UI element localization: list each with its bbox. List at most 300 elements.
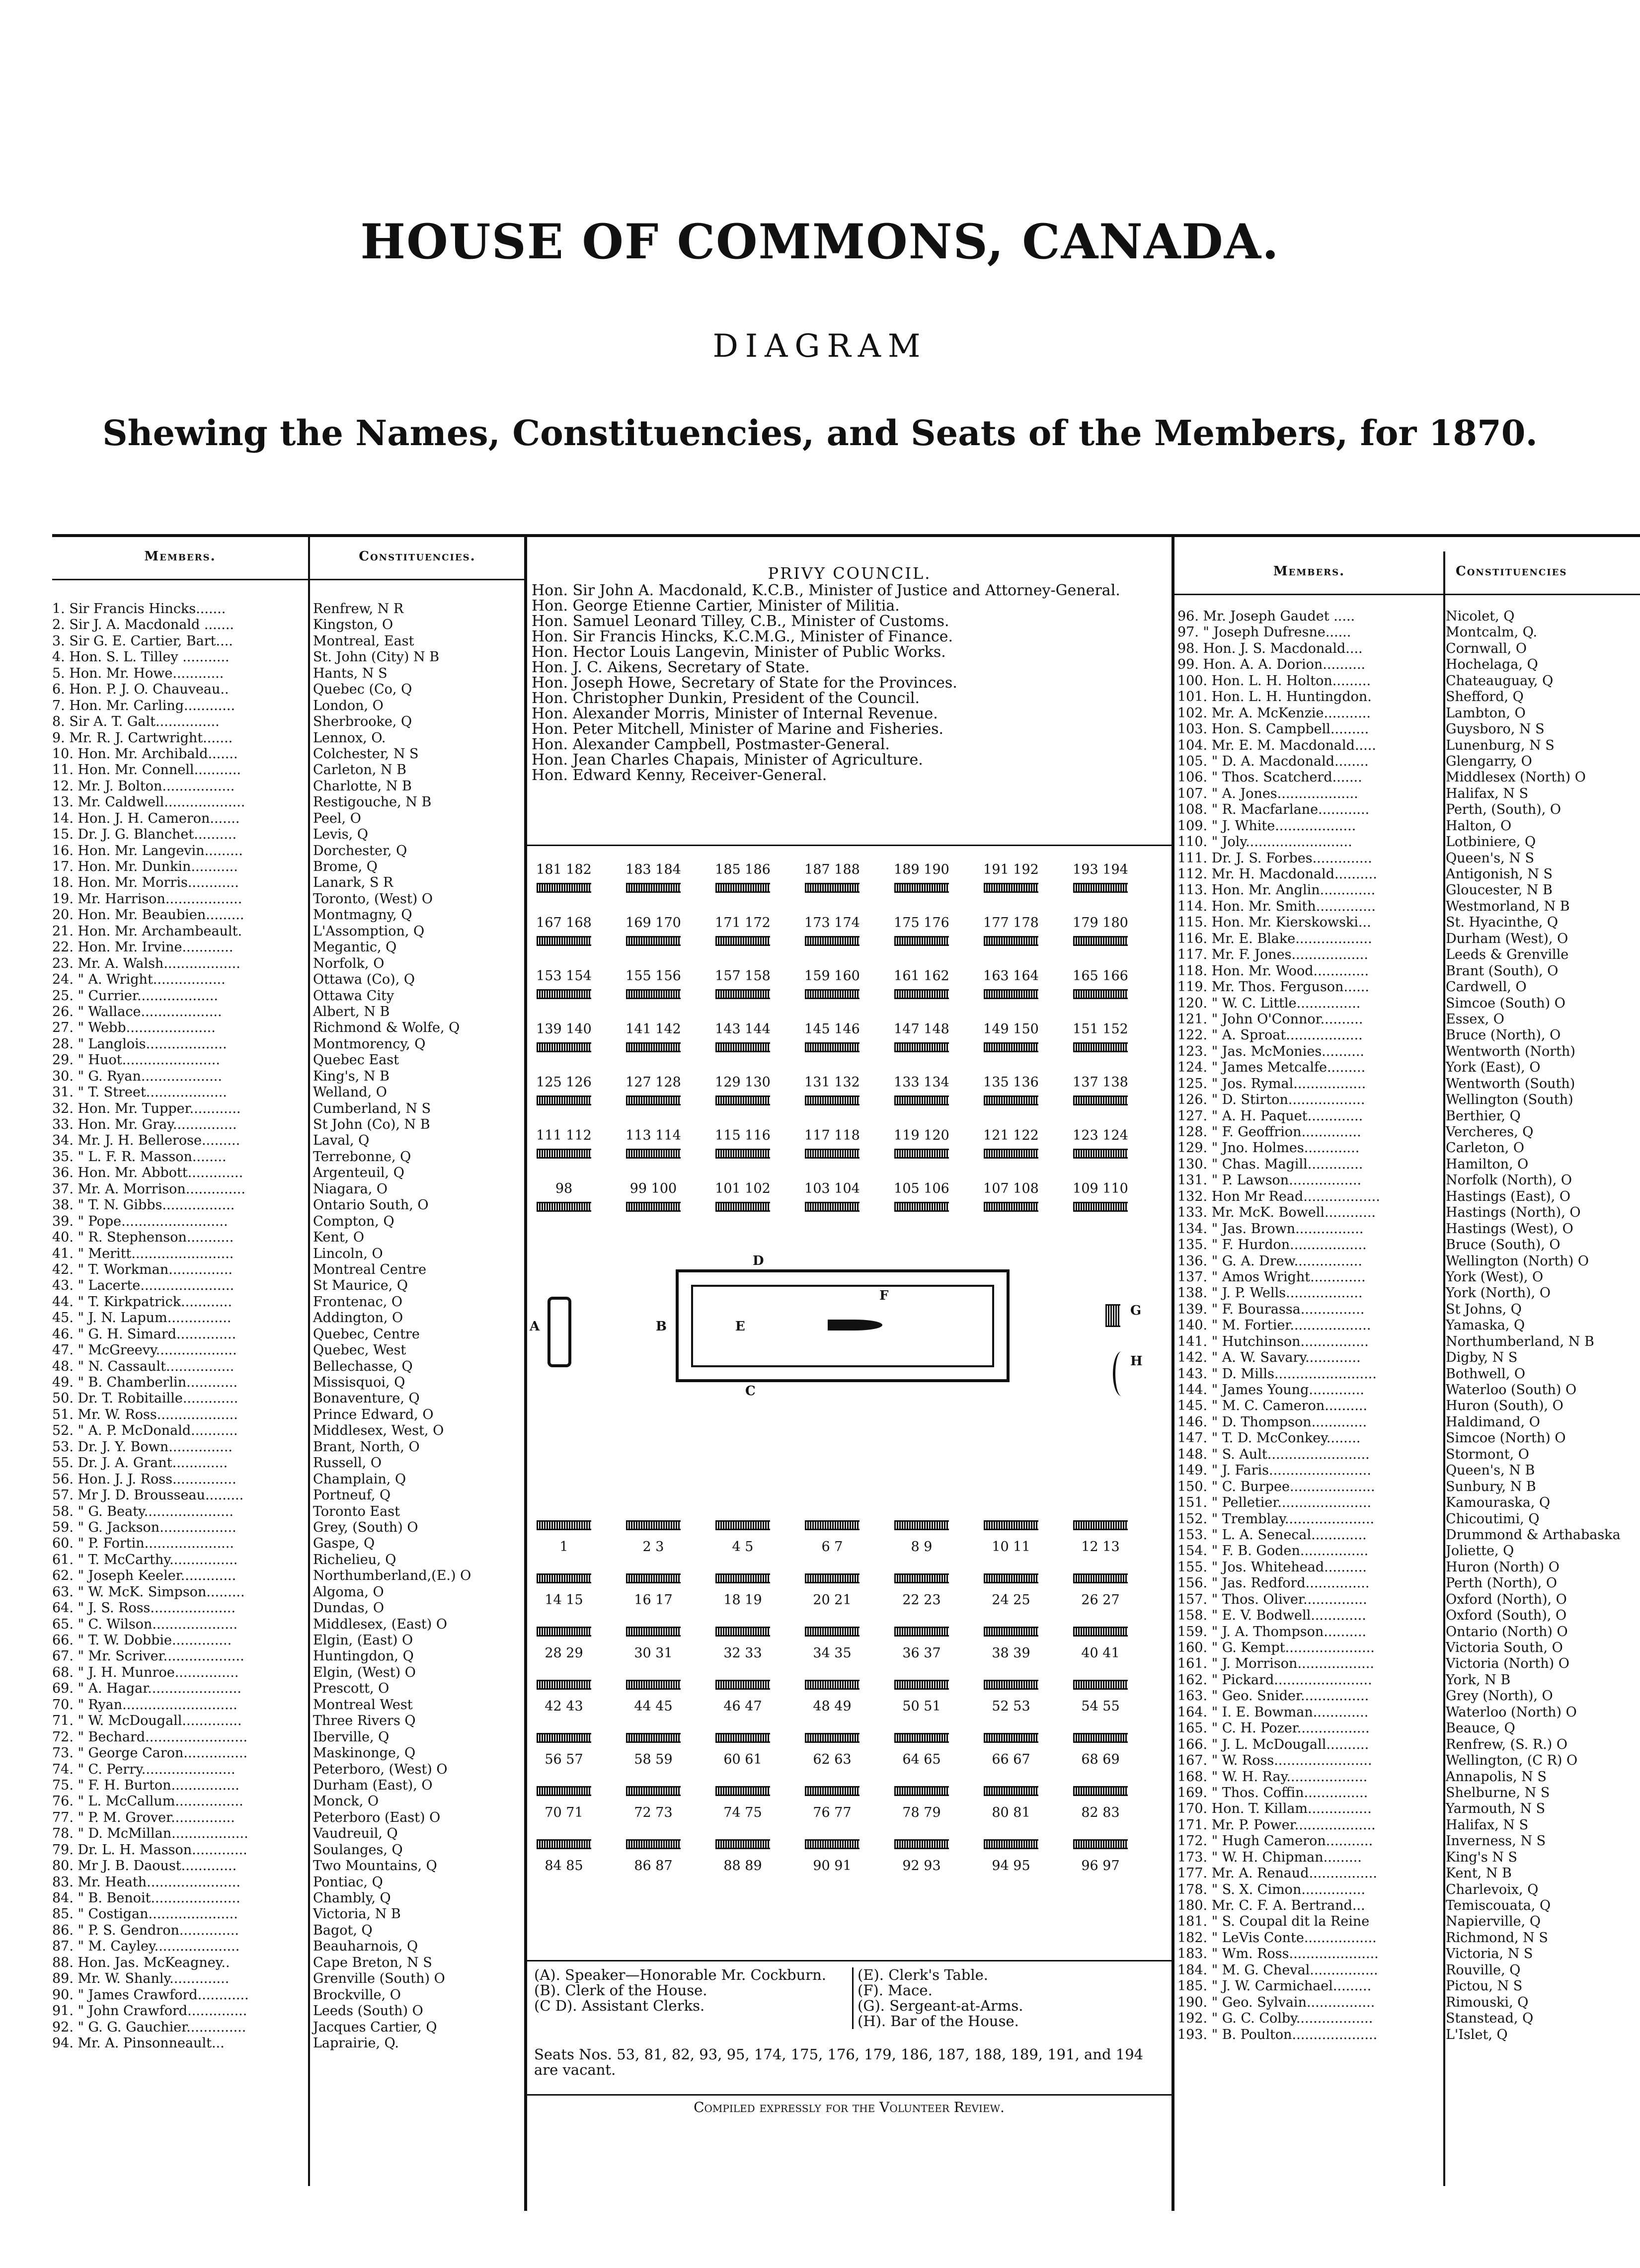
- right-member-row: [1177, 1753, 1640, 1769]
- right-member-row: [1177, 851, 1640, 866]
- member-constituency: Peterboro (East) O: [313, 1809, 441, 1825]
- right-member-row: [1177, 1237, 1640, 1253]
- left-member-row: [52, 1617, 524, 1633]
- member-constituency: Gaspe, Q: [313, 1536, 375, 1552]
- seat-number: 123 124: [1073, 1128, 1128, 1143]
- member-name: 45. " J. N. Lapum...............: [52, 1310, 232, 1326]
- right-member-row: [1177, 1898, 1640, 1914]
- left-member-row: [52, 1939, 524, 1955]
- member-name: 42. " T. Workman...............: [52, 1261, 233, 1277]
- member-constituency: Quebec East: [313, 1052, 399, 1068]
- seat-number: 161 162: [894, 968, 949, 984]
- member-constituency: Quebec, Centre: [313, 1326, 420, 1342]
- member-constituency: Northumberland,(E.) O: [313, 1568, 471, 1584]
- member-constituency: Welland, O: [313, 1085, 387, 1100]
- right-member-row: [1177, 1769, 1640, 1785]
- member-constituency: Wentworth (North): [1446, 1043, 1575, 1059]
- member-name: 131. " P. Lawson.................: [1177, 1173, 1362, 1188]
- member-name: 89. Mr. W. Shanly..............: [52, 1971, 230, 1987]
- member-name: 60. " P. Fortin.....................: [52, 1536, 234, 1552]
- left-member-row: [52, 730, 524, 746]
- member-name: 139. " F. Bourassa...............: [1177, 1301, 1365, 1317]
- member-constituency: Shefford, Q: [1446, 689, 1524, 705]
- privy-council-member: Hon. Alexander Morris, Minister of Internal Revenue.: [532, 705, 938, 722]
- seat-bench: [1073, 1627, 1128, 1637]
- seat-bench: [984, 1202, 1038, 1212]
- member-name: 56. Hon. J. J. Ross...............: [52, 1471, 236, 1487]
- left-member-row: [52, 1020, 524, 1036]
- left-member-row: [52, 1584, 524, 1600]
- seat-number: 155 156: [625, 968, 681, 984]
- right-member-row: [1177, 947, 1640, 963]
- member-constituency: St Maurice, Q: [313, 1278, 408, 1294]
- member-name: 46. " G. H. Simard..............: [52, 1326, 236, 1342]
- member-constituency: Terrebonne, Q: [313, 1149, 411, 1165]
- member-name: 144. " James Young.............: [1177, 1382, 1365, 1398]
- clerks-table: [676, 1269, 1010, 1382]
- member-name: 5. Hon. Mr. Howe............: [52, 665, 224, 681]
- right-member-row: [1177, 1253, 1640, 1269]
- left-member-row: [52, 827, 524, 843]
- seat-bench: [1073, 1680, 1128, 1690]
- member-constituency: Chateauguay, Q: [1446, 673, 1554, 689]
- member-constituency: Leeds & Grenville: [1446, 947, 1569, 963]
- right-member-row: [1177, 1012, 1640, 1027]
- member-name: 73. " George Caron...............: [52, 1745, 248, 1761]
- legend-sergeant: (G). Sergeant-at-Arms.: [858, 1997, 1023, 2014]
- header-constituencies: Constituencies.: [359, 549, 476, 564]
- left-member-row: [52, 794, 524, 810]
- member-constituency: Carleton, N B: [313, 762, 406, 778]
- seat-number: 44 45: [634, 1699, 673, 1714]
- seat-bench: [626, 883, 681, 893]
- member-name: 178. " S. X. Cimon...............: [1177, 1881, 1366, 1897]
- member-name: 141. " Hutchinson................: [1177, 1333, 1369, 1349]
- member-constituency: Huron (North) O: [1446, 1559, 1560, 1575]
- left-member-row: [52, 939, 524, 955]
- privy-council-member: Hon. George Etienne Cartier, Minister of Militia.: [532, 597, 900, 615]
- member-name: 182. " LeVis Conte.................: [1177, 1930, 1377, 1946]
- label-c: C: [745, 1384, 756, 1399]
- left-member-row: [52, 1971, 524, 1987]
- seat-number: 187 188: [804, 862, 860, 877]
- left-member-row: [52, 1455, 524, 1471]
- page-subtitle: Shewing the Names, Constituencies, and Seats of the Members, for 1870.: [102, 412, 1538, 454]
- left-member-row: [52, 891, 524, 907]
- member-name: 34. Mr. J. H. Bellerose.........: [52, 1133, 240, 1149]
- member-name: 71. " W. McDougall..............: [52, 1713, 242, 1729]
- member-constituency: Restigouche, N B: [313, 794, 432, 810]
- seat-number: 119 120: [894, 1128, 949, 1143]
- member-constituency: Sunbury, N B: [1446, 1479, 1536, 1494]
- member-name: 103. Hon. S. Campbell.........: [1177, 721, 1369, 737]
- left-member-row: [52, 1391, 524, 1407]
- member-constituency: Bonaventure, Q: [313, 1391, 420, 1407]
- label-d: D: [753, 1253, 764, 1268]
- seat-bench: [537, 1149, 591, 1159]
- right-member-row: [1177, 1833, 1640, 1849]
- left-member-row: [52, 1214, 524, 1230]
- seat-number: 173 174: [804, 915, 860, 931]
- member-name: 142. " A. W. Savary.............: [1177, 1350, 1361, 1366]
- member-name: 69. " A. Hagar......................: [52, 1681, 241, 1697]
- member-constituency: Hamilton, O: [1446, 1156, 1529, 1172]
- left-member-row: [52, 1842, 524, 1858]
- member-name: 168. " W. H. Ray...................: [1177, 1769, 1368, 1785]
- seat-bench: [805, 1573, 859, 1583]
- right-member-row: [1177, 625, 1640, 640]
- legend-right: [852, 1967, 1171, 2029]
- member-name: 163. " Geo. Snider................: [1177, 1688, 1369, 1704]
- seat-bench: [626, 1573, 681, 1583]
- right-member-row: [1177, 1850, 1640, 1866]
- member-constituency: Pictou, N S: [1446, 1978, 1523, 1994]
- member-constituency: Wellington, (C R) O: [1446, 1753, 1578, 1769]
- seat-bench: [805, 1095, 859, 1105]
- member-name: 33. Hon. Mr. Gray...............: [52, 1117, 237, 1132]
- left-member-row: [52, 1052, 524, 1068]
- member-constituency: Antigonish, N S: [1446, 866, 1553, 882]
- member-name: 127. " A. H. Paquet.............: [1177, 1108, 1363, 1124]
- right-member-row: [1177, 1962, 1640, 1978]
- left-member-row: [52, 1101, 524, 1117]
- member-constituency: Beauharnois, Q: [313, 1939, 418, 1955]
- seat-number: 12 13: [1081, 1539, 1120, 1555]
- footer-credit: Compiled expressly for the Volunteer Review.: [694, 2099, 1005, 2115]
- seat-bench: [984, 1042, 1038, 1052]
- right-member-row: [1177, 689, 1640, 705]
- member-constituency: Addington, O: [313, 1310, 403, 1326]
- seat-bench: [984, 1520, 1038, 1530]
- member-name: 173. " W. H. Chipman.........: [1177, 1849, 1362, 1865]
- member-constituency: Vaudreuil, Q: [313, 1826, 398, 1842]
- member-constituency: Montreal West: [313, 1697, 413, 1713]
- privy-council-member: Hon. Hector Louis Langevin, Minister of Public Works.: [532, 643, 946, 661]
- privy-council-list: [532, 583, 1168, 783]
- member-name: 129. " Jno. Holmes.............: [1177, 1140, 1360, 1156]
- member-name: 136. " G. A. Drew................: [1177, 1253, 1362, 1269]
- member-constituency: Durham (West), O: [1446, 931, 1568, 946]
- left-member-row: [52, 698, 524, 714]
- seat-bench: [805, 1520, 859, 1530]
- seat-bench: [894, 936, 949, 946]
- member-name: 110. " Joly.........................: [1177, 834, 1352, 850]
- seat-number: 113 114: [625, 1128, 681, 1143]
- left-member-row: [52, 1810, 524, 1826]
- seat-number: 167 168: [536, 915, 592, 931]
- member-constituency: Compton, Q: [313, 1213, 394, 1229]
- member-name: 137. " Amos Wright.............: [1177, 1269, 1366, 1285]
- right-member-row: [1177, 657, 1640, 673]
- right-member-row: [1177, 1624, 1640, 1640]
- right-member-row: [1177, 979, 1640, 995]
- member-constituency: Brant, North, O: [313, 1439, 420, 1455]
- seat-number: 74 75: [723, 1805, 762, 1820]
- seat-bench: [715, 1627, 770, 1637]
- member-name: 101. Hon. L. H. Huntingdon.: [1177, 689, 1372, 705]
- member-name: 119. Mr. Thos. Ferguson......: [1177, 979, 1369, 995]
- member-constituency: Kamouraska, Q: [1446, 1495, 1551, 1511]
- left-member-row: [52, 1600, 524, 1616]
- member-constituency: Cape Breton, N S: [313, 1955, 432, 1970]
- member-constituency: Dorchester, Q: [313, 843, 407, 859]
- member-name: 47. " McGreevy...................: [52, 1342, 237, 1358]
- member-name: 96. Mr. Joseph Gaudet .....: [1177, 609, 1355, 624]
- member-name: 165. " C. H. Pozer.................: [1177, 1721, 1370, 1736]
- member-constituency: Two Mountains, Q: [313, 1858, 437, 1874]
- left-member-row: [52, 1745, 524, 1761]
- seat-bench: [805, 1786, 859, 1796]
- member-name: 68. " J. H. Munroe...............: [52, 1664, 239, 1680]
- member-name: 39. " Pope.........................: [52, 1213, 228, 1229]
- member-constituency: Grenville (South) O: [313, 1971, 445, 1987]
- left-member-row: [52, 811, 524, 827]
- seat-bench: [537, 1733, 591, 1743]
- member-constituency: St Johns, Q: [1446, 1301, 1522, 1317]
- right-member-row: [1177, 1866, 1640, 1881]
- seat-number: 86 87: [634, 1858, 673, 1874]
- right-member-row: [1177, 609, 1640, 625]
- seat-bench: [626, 1839, 681, 1849]
- member-name: 66. " T. W. Dobbie..............: [52, 1633, 232, 1648]
- seat-number: 103 104: [804, 1181, 860, 1196]
- seat-number: 111 112: [536, 1128, 592, 1143]
- member-constituency: Cardwell, O: [1446, 979, 1527, 995]
- right-member-row: [1177, 1608, 1640, 1624]
- member-constituency: York (West), O: [1446, 1269, 1544, 1285]
- member-constituency: Brockville, O: [313, 1987, 401, 2003]
- member-constituency: Waterloo (North) O: [1446, 1704, 1577, 1720]
- seat-bench: [537, 1095, 591, 1105]
- left-member-row: [52, 1472, 524, 1487]
- member-constituency: King's N S: [1446, 1849, 1518, 1865]
- member-constituency: Annapolis, N S: [1446, 1769, 1547, 1785]
- member-name: 128. " F. Geoffrion..............: [1177, 1124, 1361, 1140]
- legend-rule: [526, 1960, 1172, 1961]
- member-name: 62. " Joseph Keeler.............: [52, 1568, 236, 1584]
- member-name: 104. Mr. E. M. Macdonald.....: [1177, 737, 1376, 753]
- member-constituency: Grey, (South) O: [313, 1519, 418, 1535]
- member-constituency: Charlevoix, Q: [1446, 1881, 1539, 1897]
- seat-bench: [715, 1680, 770, 1690]
- right-member-row: [1177, 1108, 1640, 1124]
- right-member-row: [1177, 1382, 1640, 1398]
- member-constituency: Simcoe (South) O: [1446, 995, 1565, 1011]
- seat-bench: [715, 936, 770, 946]
- member-name: 78. " D. McMillan..................: [52, 1826, 248, 1842]
- right-member-row: [1177, 673, 1640, 689]
- left-member-row: [52, 1487, 524, 1503]
- seat-bench: [537, 936, 591, 946]
- member-constituency: King's, N B: [313, 1068, 390, 1084]
- member-name: 150. " C. Burpee....................: [1177, 1479, 1375, 1494]
- seat-bench: [984, 1680, 1038, 1690]
- seat-number: 185 186: [715, 862, 771, 877]
- left-member-row: [52, 988, 524, 1004]
- member-constituency: Ottawa (Co), Q: [313, 972, 415, 988]
- seat-bench: [537, 1627, 591, 1637]
- seat-bench: [626, 1042, 681, 1052]
- member-name: 147. " T. D. McConkey........: [1177, 1430, 1361, 1446]
- seat-bench: [626, 1202, 681, 1212]
- right-member-row: [1177, 1995, 1640, 2011]
- seat-number: 36 37: [902, 1645, 941, 1661]
- member-name: 23. Mr. A. Walsh..................: [52, 955, 240, 971]
- seat-bench: [805, 1680, 859, 1690]
- right-member-row: [1177, 866, 1640, 882]
- member-name: 48. " N. Cassault................: [52, 1358, 234, 1374]
- left-member-row: [52, 859, 524, 875]
- seat-bench: [984, 1095, 1038, 1105]
- left-member-row: [52, 1165, 524, 1181]
- seat-number: 115 116: [715, 1128, 771, 1143]
- member-name: 169. " Thos. Coffin...............: [1177, 1785, 1368, 1800]
- member-constituency: Pontiac, Q: [313, 1874, 383, 1890]
- right-member-row: [1177, 2011, 1640, 2027]
- seat-bench: [626, 936, 681, 946]
- member-constituency: Cornwall, O: [1446, 640, 1527, 656]
- member-name: 79. Dr. L. H. Masson.............: [52, 1842, 247, 1858]
- seat-number: 157 158: [715, 968, 771, 984]
- member-name: 14. Hon. J. H. Cameron.......: [52, 810, 240, 826]
- seat-number: 92 93: [902, 1858, 941, 1874]
- seat-number: 175 176: [894, 915, 949, 931]
- member-name: 109. " J. White...................: [1177, 818, 1356, 834]
- member-constituency: Waterloo (South) O: [1446, 1382, 1577, 1398]
- member-constituency: Prince Edward, O: [313, 1407, 434, 1422]
- member-name: 91. " John Crawford..............: [52, 2003, 247, 2019]
- member-name: 111. Dr. J. S. Forbes..............: [1177, 850, 1372, 866]
- seat-bench: [626, 1520, 681, 1530]
- member-constituency: Middlesex (North) O: [1446, 770, 1586, 785]
- right-member-row: [1177, 996, 1640, 1012]
- seat-bench: [1073, 989, 1128, 999]
- left-member-row: [52, 649, 524, 665]
- left-header-rule: [52, 579, 524, 580]
- seat-bench: [894, 1149, 949, 1159]
- member-name: 30. " G. Ryan...................: [52, 1068, 222, 1084]
- member-constituency: York (East), O: [1446, 1060, 1541, 1076]
- member-constituency: Argenteuil, Q: [313, 1165, 404, 1181]
- top-rule: [52, 534, 1640, 537]
- member-constituency: Perth (North), O: [1446, 1575, 1558, 1591]
- member-name: 167. " W. Ross.......................: [1177, 1753, 1372, 1769]
- member-name: 114. Hon. Mr. Smith..............: [1177, 898, 1376, 914]
- seat-bench: [1073, 1573, 1128, 1583]
- member-name: 126. " D. Stirton..................: [1177, 1092, 1365, 1108]
- right-member-row: [1177, 1430, 1640, 1446]
- right-member-row: [1177, 1414, 1640, 1430]
- left-member-row: [52, 1762, 524, 1778]
- seat-number: 143 144: [715, 1021, 771, 1037]
- member-constituency: L'Islet, Q: [1446, 2027, 1508, 2042]
- member-name: 80. Mr J. B. Daoust.............: [52, 1858, 237, 1874]
- member-constituency: Simcoe (North) O: [1446, 1430, 1566, 1446]
- seat-number: 26 27: [1081, 1592, 1120, 1608]
- seat-bench: [1073, 883, 1128, 893]
- seat-bench: [1073, 1786, 1128, 1796]
- seat-bench: [894, 1520, 949, 1530]
- right-member-row: [1177, 818, 1640, 834]
- member-name: 1. Sir Francis Hincks.......: [52, 601, 226, 617]
- right-member-row: [1177, 1285, 1640, 1301]
- seat-bench: [894, 1733, 949, 1743]
- seat-bench: [894, 1680, 949, 1690]
- member-name: 86. " P. S. Gendron..............: [52, 1922, 239, 1938]
- seat-number: 2 3: [642, 1539, 664, 1555]
- member-name: 100. Hon. L. H. Holton.........: [1177, 673, 1371, 689]
- seat-bench: [894, 1839, 949, 1849]
- seat-number: 179 180: [1073, 915, 1128, 931]
- left-member-row: [52, 1133, 524, 1149]
- right-member-row: [1177, 1817, 1640, 1833]
- member-name: 113. Hon. Mr. Anglin.............: [1177, 882, 1376, 898]
- seating-diagram: [527, 847, 1171, 1960]
- member-constituency: Lennox, O.: [313, 730, 386, 746]
- privy-council-member: Hon. Sir Francis Hincks, K.C.M.G., Minister of Finance.: [532, 628, 953, 645]
- member-constituency: Guysboro, N S: [1446, 721, 1545, 737]
- member-constituency: Victoria (North) O: [1446, 1656, 1569, 1672]
- seat-bench: [626, 989, 681, 999]
- member-constituency: Dundas, O: [313, 1600, 384, 1616]
- left-member-row: [52, 1729, 524, 1745]
- member-name: 181. " S. Coupal dit la Reine: [1177, 1914, 1370, 1930]
- seat-bench: [984, 1149, 1038, 1159]
- label-h: H: [1130, 1354, 1143, 1369]
- footer-rule: [526, 2094, 1172, 2096]
- right-member-row: [1177, 1447, 1640, 1463]
- left-member-row: [52, 1987, 524, 2003]
- seat-number: 165 166: [1073, 968, 1128, 984]
- member-name: 29. " Huot.......................: [52, 1052, 220, 1068]
- member-constituency: Grey (North), O: [1446, 1688, 1553, 1704]
- member-constituency: Ontario South, O: [313, 1197, 429, 1213]
- left-member-row: [52, 1520, 524, 1536]
- member-name: 161. " J. Morrison..................: [1177, 1656, 1374, 1672]
- seat-number: 30 31: [634, 1645, 673, 1661]
- member-name: 117. Mr. F. Jones..................: [1177, 947, 1368, 963]
- seat-number: 159 160: [804, 968, 860, 984]
- member-name: 49. " B. Chamberlin............: [52, 1375, 238, 1390]
- left-member-row: [52, 1858, 524, 1874]
- member-constituency: Hastings (West), O: [1446, 1221, 1573, 1237]
- left-member-row: [52, 1085, 524, 1100]
- member-name: 20. Hon. Mr. Beaubien.........: [52, 907, 244, 923]
- right-member-row: [1177, 1157, 1640, 1173]
- member-name: 122. " A. Sproat..................: [1177, 1027, 1363, 1043]
- left-member-row: [52, 1697, 524, 1713]
- right-member-row: [1177, 882, 1640, 898]
- right-member-row: [1177, 1930, 1640, 1946]
- left-member-row: [52, 1407, 524, 1423]
- member-name: 172. " Hugh Cameron...........: [1177, 1833, 1373, 1849]
- member-constituency: Wellington (North) O: [1446, 1253, 1589, 1269]
- seat-bench: [805, 989, 859, 999]
- member-constituency: Cumberland, N S: [313, 1100, 431, 1116]
- member-constituency: Brome, Q: [313, 859, 378, 874]
- seat-number: 42 43: [545, 1699, 583, 1714]
- member-constituency: Victoria South, O: [1446, 1640, 1563, 1655]
- left-member-list: [52, 601, 524, 2051]
- member-constituency: Toronto, (West) O: [313, 891, 433, 907]
- seat-number: 88 89: [723, 1858, 762, 1874]
- seat-number: 6 7: [821, 1539, 843, 1555]
- right-member-row: [1177, 1044, 1640, 1060]
- member-name: 35. " L. F. R. Masson........: [52, 1149, 227, 1165]
- right-member-row: [1177, 1495, 1640, 1511]
- right-member-row: [1177, 1672, 1640, 1688]
- member-constituency: Quebec, West: [313, 1342, 406, 1358]
